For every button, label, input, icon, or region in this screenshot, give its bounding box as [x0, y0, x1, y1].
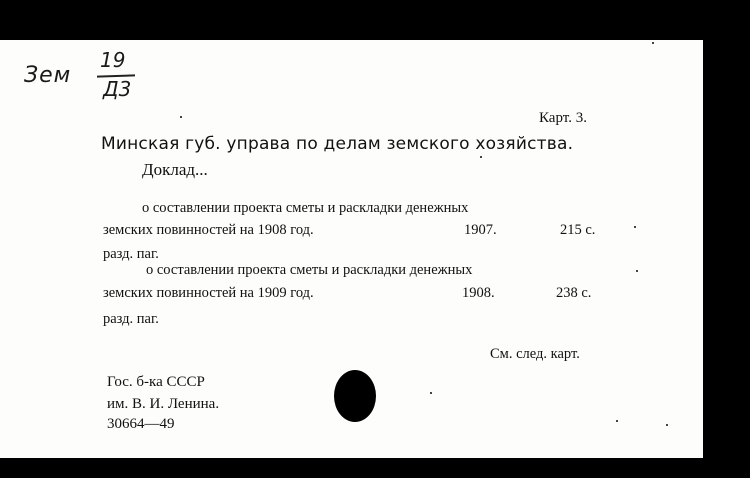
entry-1-line-2: земских повинностей на 1908 год.	[103, 222, 314, 238]
entry-1-year: 1907.	[464, 222, 497, 238]
entry-2-line-2: земских повинностей на 1909 год.	[103, 285, 314, 301]
speck	[430, 392, 432, 394]
speck	[180, 116, 182, 118]
entry-1-line-1: о составлении проекта сметы и раскладки денежных	[142, 200, 469, 216]
entry-2-line-3: разд. паг.	[103, 311, 159, 327]
speck	[634, 226, 636, 228]
handwritten-prefix: Зем	[24, 63, 72, 88]
speck	[616, 420, 618, 422]
entry-2-year: 1908.	[462, 285, 495, 301]
entry-1-line-3: разд. паг.	[103, 246, 159, 262]
speck	[652, 42, 654, 44]
entry-2-line-1: о составлении проекта сметы и раскладки денежных	[146, 262, 473, 278]
handwritten-denominator: Д3	[103, 77, 132, 101]
entry-2-pages: 238 с.	[556, 285, 592, 301]
see-next-card: См. след. карт.	[490, 346, 580, 362]
card-number: Карт. 3.	[539, 110, 587, 126]
catalog-card	[0, 40, 703, 458]
entry-1-pages: 215 с.	[560, 222, 596, 238]
library-accession: 30664—49	[107, 416, 175, 432]
speck	[480, 156, 482, 158]
card-subtitle: Доклад...	[142, 160, 208, 179]
speck	[666, 424, 668, 426]
library-line-2: им. В. И. Ленина.	[107, 396, 220, 412]
speck	[636, 270, 638, 272]
library-line-1: Гос. б-ка СССР	[107, 374, 205, 390]
punch-hole	[334, 370, 376, 422]
card-title: Минская губ. управа по делам земского хозяйства.	[101, 134, 574, 154]
handwritten-numerator: 19	[100, 48, 126, 72]
